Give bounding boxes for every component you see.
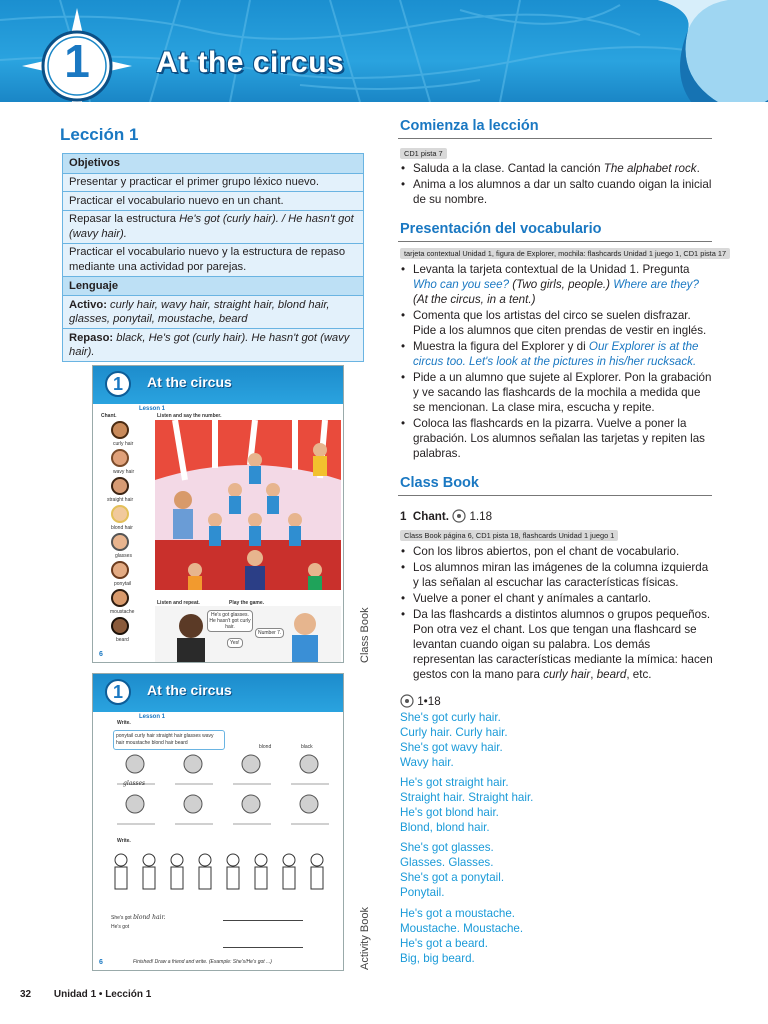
item-text: ,: [590, 668, 597, 681]
class-book-header: [93, 366, 343, 404]
language-header: Lenguaje: [63, 277, 363, 297]
class-book-thumbnail: [92, 365, 344, 663]
divider: [398, 495, 712, 496]
ab-ex2-label: Write.: [117, 838, 131, 844]
vocab-card: [97, 448, 151, 476]
resource-tag: tarjeta contextual Unidad 1, figura de Explorer, mochila: flashcards Unidad 1 juego 1, CD1 pista 17: [400, 248, 730, 259]
ab-ex1-label: Write.: [117, 720, 131, 726]
item-italic: beard: [596, 668, 627, 681]
lyric-line: Glasses. Glasses.: [400, 856, 494, 869]
vocab-card: [97, 476, 151, 504]
activity-book-lesson: Lesson 1: [139, 714, 166, 720]
objectives-header: Objetivos: [63, 154, 363, 174]
finished-instruction: Finished! Draw a friend and write. (Example: She's/He's got ...): [133, 959, 272, 965]
list-item: • Pide a un alumno que sujete al Explorer. Pon la grabación y ve sacando las flashcards de la mochila a medida que se mencionan. La clase mira, escucha y repite.: [400, 370, 714, 415]
item-quote: Our Explorer is at the circus too. Let's look at the pictures in his/her rucksack.: [413, 340, 699, 368]
class-book-page-number: 6: [99, 651, 103, 658]
class-book-lesson: Lesson 1: [139, 406, 166, 412]
activity-book-page-number: 6: [99, 959, 103, 966]
faces-grid: [107, 750, 337, 830]
list-item: [400, 177, 714, 207]
page-footer: [20, 989, 171, 1000]
lesson-title: Lección 1: [60, 125, 139, 144]
heading-vocabulary: Presentación del vocabulario: [400, 221, 602, 237]
item-text: Anima a los alumnos a dar un salto cuando oigan la inicial de su nombre.: [413, 178, 712, 206]
speech-bubble: Number 7.: [255, 628, 284, 638]
item-question: Who can you see?: [413, 278, 510, 291]
class-book-list: [400, 544, 714, 683]
word-box: ponytail curly hair straight hair glasses wavy hair moustache blond hair beard: [113, 730, 225, 750]
divider: [398, 241, 712, 242]
chant-label: Chant.: [412, 510, 449, 523]
write-line-label: She's got: [111, 915, 132, 921]
item-italic: The alphabet rock: [603, 162, 697, 175]
activity-book-thumbnail: [92, 673, 344, 971]
objective-structure: He's got (curly hair). / He hasn't got (wavy hair).: [69, 213, 354, 240]
lyrics-verse-2: [400, 775, 533, 835]
footer-unit-lesson: Unidad 1 • Lección 1: [53, 989, 152, 1000]
vocab-word: wavy hair: [113, 469, 135, 475]
item-text: .: [696, 162, 700, 175]
item-italic: (Two girls, people.): [509, 278, 614, 291]
vocab-word: blond hair: [111, 525, 133, 531]
lyric-line: He's got blond hair.: [400, 806, 499, 819]
lyric-line: Blond, blond hair.: [400, 821, 490, 834]
objective-item: Presentar y practicar el primer grupo léxico nuevo.: [63, 174, 363, 193]
lyric-line: Wavy hair.: [400, 756, 454, 769]
unit-banner: [0, 0, 768, 102]
objective-text: Repasar la estructura: [69, 213, 180, 225]
item-text: Muestra la figura del Explorer y di: [413, 340, 589, 353]
vocab-card: [97, 532, 151, 560]
objectives-table: [62, 153, 364, 362]
lyric-line: She's got curly hair.: [400, 711, 501, 724]
lyric-line: He's got a beard.: [400, 937, 488, 950]
objective-item: [63, 211, 363, 244]
page-number: 32: [20, 989, 32, 1000]
circus-scene-illustration: [155, 420, 341, 590]
chant-number: 1: [400, 510, 407, 523]
list-item: • Los alumnos miran las imágenes de la columna izquierda y las señalan al escuchar las características físicas.: [400, 560, 714, 590]
activity-book-side-label: Activity Book: [359, 907, 371, 970]
lyrics-track: [400, 694, 441, 708]
chant-track: 1.18: [469, 510, 493, 523]
vocab-word: straight hair: [107, 497, 134, 503]
item-question: Where are they?: [613, 278, 699, 291]
vocabulary-list: [400, 262, 714, 462]
list-item: • Vuelve a poner el chant y anímales a cantarlo.: [400, 591, 714, 606]
cb-ex2-label: Listen and say the number.: [157, 413, 222, 419]
lyric-line: Straight hair. Straight hair.: [400, 791, 534, 804]
activity-book-unit-number: 1: [105, 679, 131, 705]
list-item: • Coloca las flashcards en la pizarra. Vuelve a poner la grabación. Los alumnos señalan las tarjetas y repiten las palabras.: [400, 416, 714, 461]
item-text: , etc.: [626, 668, 652, 681]
vocab-card: [97, 616, 151, 644]
unit-number: 1: [64, 35, 90, 87]
lyric-line: He's got straight hair.: [400, 776, 509, 789]
class-book-side-label: Class Book: [359, 607, 371, 663]
lyrics-verse-1: [400, 710, 508, 770]
objective-item: Practicar el vocabulario nuevo en un chant.: [63, 192, 363, 211]
resource-tag: Class Book página 6, CD1 pista 18, flashcards Unidad 1 juego 1: [400, 530, 618, 541]
children-drawing: [107, 848, 337, 912]
class-book-unit-number: 1: [105, 371, 131, 397]
lyrics-verse-3: [400, 840, 504, 900]
write-line-2: He's got: [111, 924, 130, 930]
list-item: [400, 339, 714, 369]
lyric-line: Ponytail.: [400, 886, 445, 899]
class-book-title: At the circus: [147, 374, 232, 390]
list-item: • Comenta que los artistas del circo se suelen disfrazar. Pide a los alumnos que citen prendas de vestir en inglés.: [400, 308, 714, 338]
vocab-word: curly hair: [113, 441, 134, 447]
unit-title: At the circus: [156, 46, 345, 79]
vocab-word: moustache: [110, 609, 135, 615]
vocab-word: glasses: [115, 553, 132, 559]
active-language: [63, 296, 363, 329]
lyrics-track-number: 1•18: [417, 695, 441, 708]
cb-ex3-label: Listen and repeat.: [157, 600, 200, 606]
list-item: [400, 161, 714, 176]
activity-book-title: At the circus: [147, 682, 232, 698]
chant-heading: [400, 509, 492, 523]
speech-bubble: He's got glasses. He hasn't got curly hair.: [207, 610, 253, 632]
speech-bubble: Yes!: [227, 638, 243, 648]
item-italic: (At the circus, in a tent.): [413, 293, 536, 306]
resource-tag: CD1 pista 7: [400, 148, 447, 159]
active-text: curly hair, wavy hair, straight hair, blond hair, glasses, ponytail, moustache, beard: [69, 298, 330, 325]
write-line-1: [111, 914, 166, 921]
list-item: • Con los libros abiertos, pon el chant de vocabulario.: [400, 544, 714, 559]
lyrics-verse-4: [400, 906, 523, 966]
item-text: Da las flashcards a distintos alumnos o grupos pequeños. Pon otra vez el chant. Los que tengan una flashcard se levantan cuando oigan su palabra. Los demás representan las características mediante la mímica: hacen gestos con la mano para: [413, 608, 713, 681]
vocab-column: [97, 420, 151, 644]
sample-answer: glasses: [123, 780, 146, 787]
cd-icon: [400, 694, 414, 708]
write-line-answer: blond hair.: [133, 914, 166, 921]
heading-class-book: Class Book: [400, 475, 479, 491]
review-label: Repaso:: [69, 331, 114, 344]
label-black: black: [301, 744, 313, 750]
lyric-line: Moustache. Moustache.: [400, 922, 524, 935]
vocab-card: [97, 420, 151, 448]
cd-icon: [452, 509, 466, 523]
heading-start-lesson: Comienza la lección: [400, 118, 539, 134]
review-language: [63, 329, 363, 361]
label-blond: blond: [259, 744, 272, 750]
objective-item: Practicar el vocabulario nuevo y la estructura de repaso mediante una actividad por parejas.: [63, 244, 363, 277]
cb-ex1-label: Chant.: [101, 413, 117, 419]
lyric-line: She's got glasses.: [400, 841, 494, 854]
cb-ex4-label: Play the game.: [229, 600, 265, 606]
lyric-line: He's got a moustache.: [400, 907, 515, 920]
vocab-card: [97, 560, 151, 588]
vocab-word: ponytail: [114, 581, 132, 587]
list-item: [400, 607, 714, 682]
lyric-line: Big, big beard.: [400, 952, 475, 965]
vocab-card: [97, 588, 151, 616]
review-text: black, He's got (curly hair). He hasn't got (wavy hair).: [69, 331, 350, 358]
vocab-card: [97, 504, 151, 532]
activity-book-header: [93, 674, 343, 712]
lyric-line: She's got a ponytail.: [400, 871, 505, 884]
lyric-line: She's got wavy hair.: [400, 741, 503, 754]
lyric-line: Curly hair. Curly hair.: [400, 726, 508, 739]
active-label: Activo:: [69, 298, 107, 311]
item-italic: curly hair: [543, 668, 591, 681]
vocab-word: beard: [116, 637, 129, 643]
write-lines-right: [223, 920, 303, 948]
start-list: [400, 161, 714, 208]
item-text: Levanta la tarjeta contextual de la Unidad 1. Pregunta: [413, 263, 690, 276]
item-text: Saluda a la clase. Cantad la canción: [413, 162, 604, 175]
page-curl-decoration: [618, 0, 768, 102]
list-item: [400, 262, 714, 307]
divider: [398, 138, 712, 139]
